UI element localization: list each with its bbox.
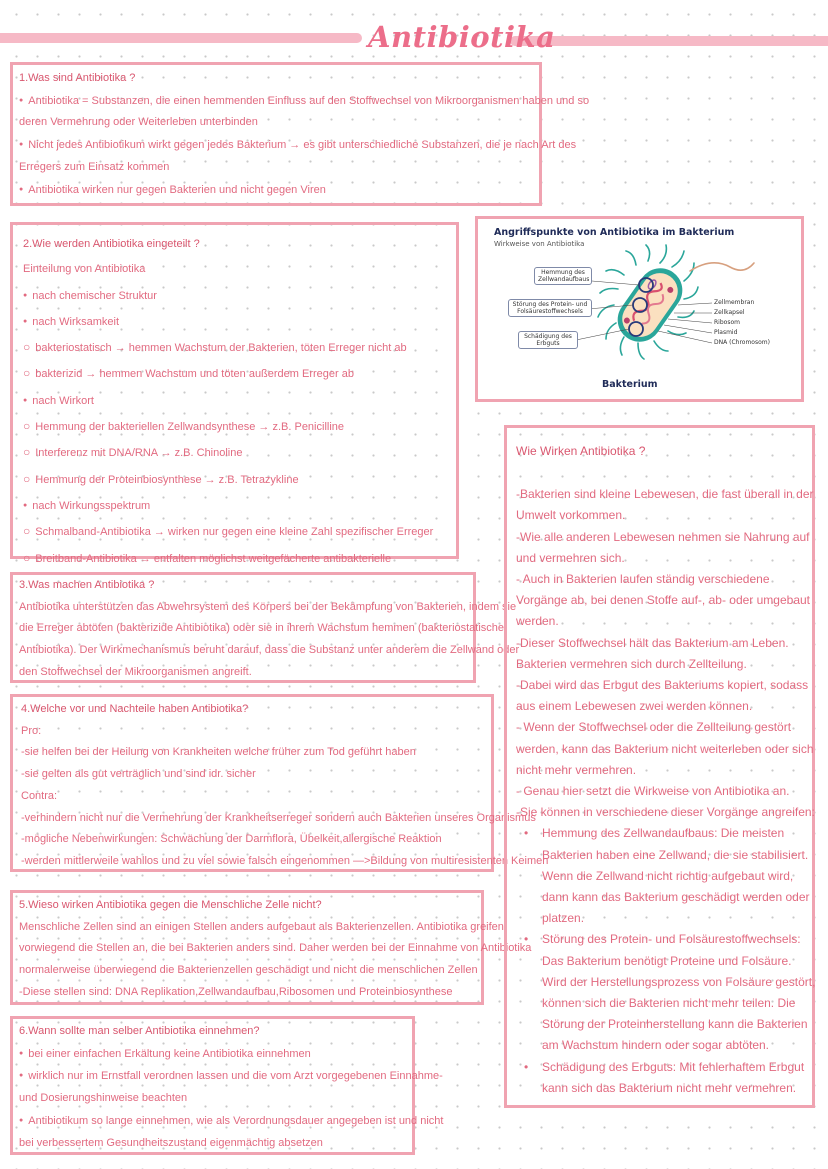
- sub-list-item: ○ Hemmung der Proteinbiosynthese → z.B. Tetrazykline: [23, 467, 446, 493]
- paragraph-line: -Dieser Stoffwechsel hält das Bakterium am Leben.: [516, 635, 789, 650]
- paragraph-line: nicht mehr vermehren.: [516, 762, 637, 777]
- paragraph-line: -Sie können in verschiedene dieser Vorgänge angreifen:: [516, 805, 815, 820]
- figure-caption: Bakterium: [602, 379, 658, 390]
- list-item: ● nach Wirkungsspektrum: [23, 493, 446, 519]
- pro-label: Pro:: [21, 724, 42, 737]
- paragraph-line: - Genau hier setzt die Wirkweise von Antibiotika an.: [516, 784, 790, 799]
- paragraph-line: Menschliche Zellen sind an einigen Stellen anders aufgebaut als Bakterienzellen. Antibiotika greifen: [19, 920, 504, 933]
- sub-list-item: ○ Schmalband-Antibiotika → wirken nur gegen eine kleine Zahl spezifischer Erreger: [23, 519, 446, 545]
- figure-label-cell-wall: Hemmung des Zellwandaufbaus: [534, 267, 592, 285]
- figure-label-protein: Störung des Protein- und Folsäurestoffwechsels: [508, 299, 592, 317]
- sub-list-item: ○ bakterizid → hemmen Wachstum und töten außerdem Erreger ab: [23, 361, 446, 387]
- section-what-do-antibiotics-do: [10, 572, 520, 683]
- paragraph-line: Vorgänge ab, bei denen Stoffe auf-, ab- oder umgebaut: [516, 593, 810, 608]
- paragraph-line: den Stoffwechsel der Mikroorganismen angreift.: [19, 665, 252, 678]
- figure-label-capsule: Zellkapsel: [714, 309, 745, 316]
- section-heading: 1.Was sind Antibiotika ?: [19, 72, 136, 84]
- section-how-antibiotics-work: [504, 425, 815, 1108]
- list-item-continuation: und Dosierungshinweise beachten: [19, 1092, 188, 1105]
- sub-list-item: ○ Interferenz mit DNA/RNA → z.B. Chinoline: [23, 440, 446, 466]
- bullet-continuation: am Wachstum hindern oder sogar abtöten.: [542, 1038, 770, 1053]
- bullet-item: • Hemmung des Zellwandaufbaus: Die meisten: [516, 823, 803, 844]
- paragraph-line: -Diese stellen sind: DNA Replikation,Zellwandaufbau,Ribosomen und Proteinbiosynthese: [19, 985, 453, 998]
- paragraph-line: Antibiotika). Der Wirkmechanismus beruht darauf, dass die Substanz unter anderem die Zellwand oder: [19, 644, 520, 657]
- list-item: ● bei einer einfachen Erkältung keine Antibiotika einnehmen: [19, 1043, 406, 1066]
- contra-item: -verhindern nicht nur die Vermehrung der Krankheitserreger sondern auch Bakterien unseres Organismus: [21, 811, 536, 824]
- section-classification: [10, 222, 459, 565]
- contra-item: -mögliche Nebenwirkungen: Schwächung der Darmflora, Übelkeit,allergische Reaktion: [21, 833, 442, 846]
- section-what-are-antibiotics: [10, 62, 590, 206]
- section-human-cells: [10, 890, 532, 1005]
- bullet-continuation: Das Bakterium benötigt Proteine und Folsäure.: [542, 953, 792, 968]
- list-item-continuation: Erregers zum Einsatz kommen: [19, 160, 170, 173]
- section-heading: 4.Welche vor und Nachteile haben Antibiotika?: [21, 703, 249, 715]
- sub-list-item: ○ Hemmung der bakteriellen Zellwandsynthese → z.B. Penicilline: [23, 414, 446, 440]
- paragraph-line: Antibiotika unterstützen das Abwehrsystem des Körpers bei der Bekämpfung von Bakterien, indem sie: [19, 600, 517, 613]
- sub-list-item: ○ bakteriostatisch → hemmen Wachstum der Bakterien, töten Erreger nicht ab: [23, 335, 446, 361]
- title-bar-left: [0, 33, 362, 43]
- paragraph-line: normalerweise überwiegend die Bakterienzellen geschädigt und nicht die menschlichen Zellen: [19, 964, 478, 977]
- list-item: ● Nicht jedes Antibiotikum wirkt gegen jedes Bakterium → es gibt unterschiedliche Substanzen, die je nach Art des: [19, 134, 533, 157]
- list-item: ● nach Wirkort: [23, 388, 446, 414]
- figure-title: Angriffspunkte von Antibiotika im Bakterium: [494, 227, 735, 238]
- figure-label-ribosome: Ribosom: [714, 319, 740, 326]
- paragraph-line: Bakterien vermehren sich durch Zellteilung.: [516, 656, 747, 671]
- sub-list-item: ○ Breitband-Antibiotika → entfalten möglichst weitgefächerte antibakterielle: [23, 546, 446, 572]
- paragraph-line: -Bakterien sind kleine Lebewesen, die fast überall in der: [516, 487, 814, 502]
- paragraph-line: werden, kann das Bakterium nicht weiterleben oder sich: [516, 741, 814, 756]
- title-bar-right: [510, 36, 828, 46]
- section-heading: 2.Wie werden Antibiotika eingeteilt ?: [23, 238, 200, 250]
- paragraph-line: Umwelt vorkommen.: [516, 508, 626, 523]
- page-title: Antibiotika: [368, 20, 556, 54]
- paragraph-line: aus einem Lebewesen zwei werden können.: [516, 699, 753, 714]
- bacterium-figure: [475, 216, 804, 402]
- contra-label: Contra:: [21, 789, 58, 802]
- bullet-continuation: kann sich das Bakterium nicht mehr vermehren.: [542, 1080, 797, 1095]
- figure-label-membrane: Zellmembran: [714, 299, 755, 306]
- paragraph-line: werden.: [516, 614, 559, 629]
- pro-item: -sie helfen bei der Heilung von Krankheiten welche früher zum Tod geführt haben: [21, 746, 416, 759]
- figure-subtitle: Wirkweise von Antibiotika: [494, 240, 585, 248]
- bullet-continuation: können sich die Bakterien nicht mehr teilen. Die: [542, 996, 796, 1011]
- section-when-to-take: [10, 1016, 444, 1155]
- section-heading: 5.Wieso wirken Antibiotika gegen die Menschliche Zelle nicht?: [19, 899, 322, 911]
- bullet-continuation: Wenn die Zellwand nicht richtig aufgebaut wird,: [542, 868, 794, 883]
- list-item: ● nach chemischer Struktur: [23, 283, 446, 309]
- paragraph-line: -Wie alle anderen Lebewesen nehmen sie Nahrung auf: [516, 529, 810, 544]
- pro-item: -sie gelten als gut verträglich und sind idr. sicher: [21, 768, 256, 781]
- bullet-continuation: dann kann das Bakterium geschädigt werden oder: [542, 890, 810, 905]
- paragraph-line: - Auch in Bakterien laufen ständig verschiedene: [516, 572, 770, 587]
- paragraph-line: - Wenn der Stoffwechsel oder die Zellteilung gestört: [516, 720, 792, 735]
- bullet-continuation: Bakterien haben eine Zellwand, die sie stabilisiert.: [542, 847, 809, 862]
- contra-item: -werden mittlerweile wahllos und zu viel sowie falsch eingenommen —>Bildung von multiresistenten Keimen: [21, 854, 549, 867]
- figure-label-dna: DNA (Chromosom): [714, 339, 770, 346]
- section-heading: 3.Was machen Antibiotika ?: [19, 579, 155, 591]
- paragraph-line: -Dabei wird das Erbgut des Bakteriums kopiert, sodass: [516, 678, 809, 693]
- list-item: ● Antibiotika wirken nur gegen Bakterien und nicht gegen Viren: [19, 179, 533, 202]
- list-item-continuation: deren Vermehrung oder Weiterleben unterbinden: [19, 116, 258, 129]
- list-item: ● Antibiotika = Substanzen, die einen hemmenden Einfluss auf den Stoffwechsel von Mikroorganismen haben und so: [19, 90, 533, 113]
- bullet-item: • Störung des Protein- und Folsäurestoffwechsels:: [516, 929, 803, 950]
- section-heading: Wie Wirken Antibiotika ?: [516, 444, 646, 458]
- bullet-continuation: Wird der Herstellungsprozess von Folsäure gestört,: [542, 974, 816, 989]
- list-item-continuation: bei verbessertem Gesundheitszustand eigenmächtig absetzen: [19, 1136, 323, 1149]
- section-pros-cons: [10, 694, 549, 872]
- spacer: [516, 462, 803, 484]
- paragraph-line: die Erreger abtöten (bakterizide Antibiotika) oder sie in ihrem Wachstum hemmen (bakteriostatische: [19, 622, 505, 635]
- paragraph-line: und vermehren sich.: [516, 550, 625, 565]
- list-item: ● Antibiotikum so lange einnehmen, wie als Verordnungsdauer angegeben ist und nicht: [19, 1110, 406, 1133]
- paragraph-line: vorwiegend die Stellen an, die bei Bakterien anders sind. Daher werden bei der Einnahme von Antibiotika: [19, 942, 532, 955]
- list-item: ● wirklich nur im Ernstfall verordnen lassen und die vom Arzt vorgegebenen Einnahme-: [19, 1065, 406, 1088]
- figure-label-plasmid: Plasmid: [714, 329, 738, 336]
- section-heading: 6.Wann sollte man selber Antibiotika einnehmen?: [19, 1025, 260, 1037]
- list-item: ● nach Wirksamkeit: [23, 309, 446, 335]
- section-subheading: Einteilung von Antibiotika: [23, 263, 146, 276]
- bullet-continuation: platzen.: [542, 911, 585, 926]
- bullet-item: • Schädigung des Erbguts: Mit fehlerhaftem Erbgut: [516, 1057, 803, 1078]
- figure-label-genome: Schädigung des Erbguts: [518, 331, 578, 349]
- bullet-continuation: Störung der Proteinherstellung kann die Bakterien: [542, 1017, 808, 1032]
